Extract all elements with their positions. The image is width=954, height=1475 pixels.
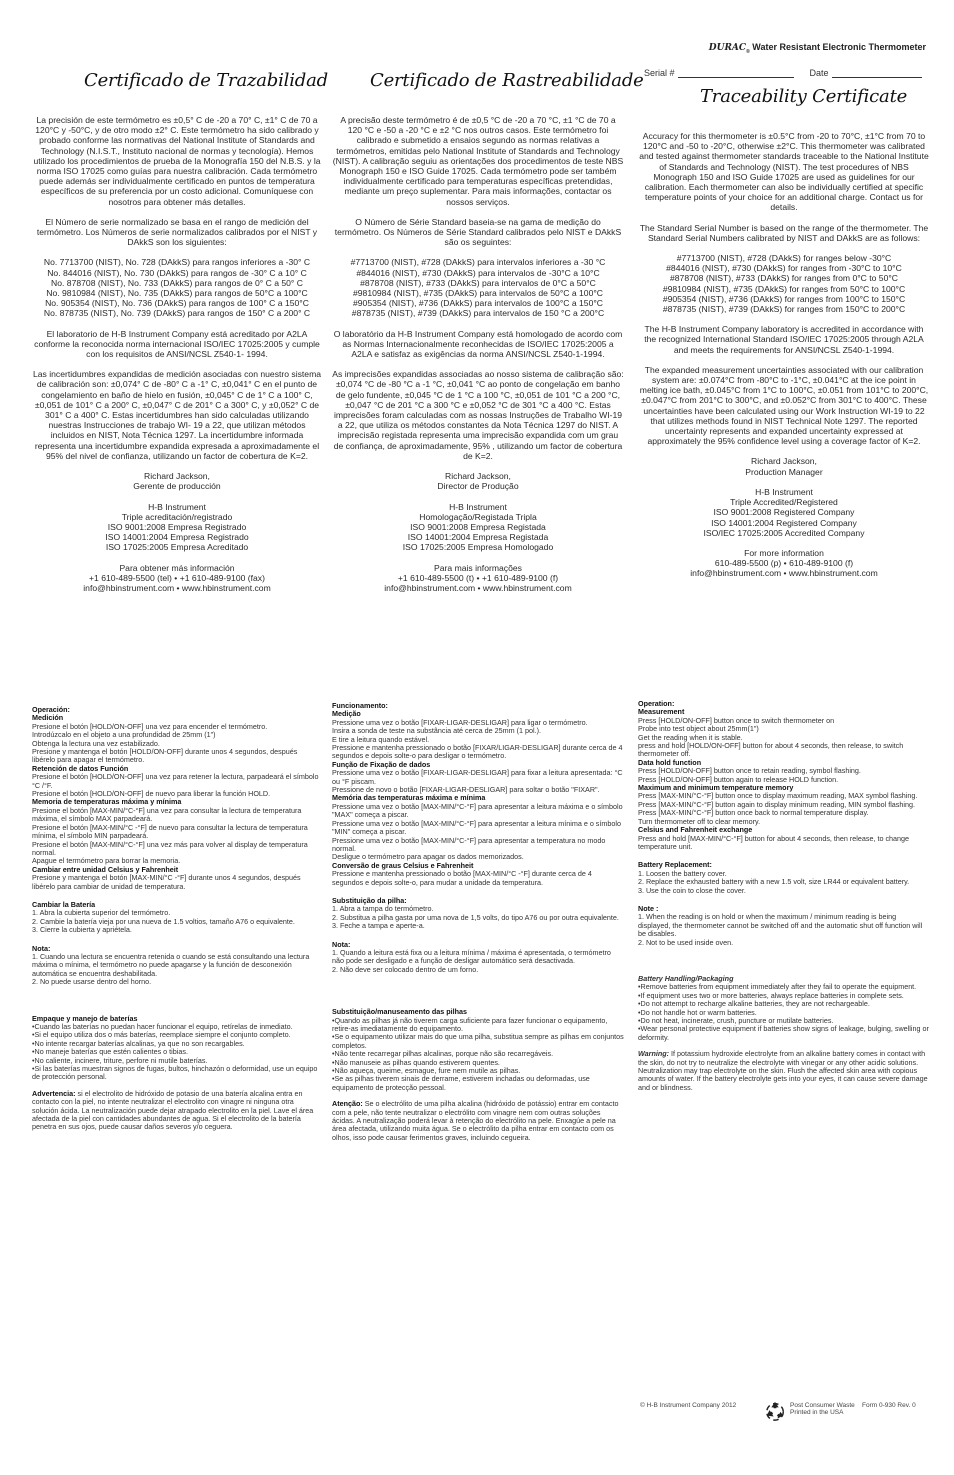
es-hold-text: Presione el botón [HOLD/ON-OFF] una vez para retener la lectura, parpadeará el símbolo °C /°F. Presione el botón [HOLD/ON-OFF] de nuevo para liberar la función HOLD.: [32, 772, 319, 799]
pt-measure-text: Pressione uma vez o botão [FIXAR-LIGAR-DESLIGAR] para ligar o termómetro. Insira a sonda de teste na substância até cerca de 25mm (1 pol.). E tire a leitura quando estável. Pressione e mantenha pressionado o botão [FIXAR/LIGAR-DESLIGAR] durante cerca de 4 segundos e depois solte-o para desligar o termómetro.: [332, 717, 623, 761]
es-unit-heading: Cambiar entre unidad Celsius y Fahrenheit: [32, 864, 179, 874]
es-uncertainty: Las incertidumbres expandidas de medición asociadas con nuestro sistema de calibración son: ±0,074° C de -80° C a -1° C, ±0,041° C en el punto de congelamiento en baño de hielo en fusión, ±0,045° C de 1° C a 100° C, ±0,051 de 101° C a 200° C, ±0,047° C de 201° C a 300° C, y ±0,052° C de 301° C a 400° C. Estas incertidumbres han sido calculadas utilizando nuestras Instrucciones de trabajo WI- 19 a 22, que utilizan métodos incluidos en NIST, Nota Técnica 1297. La incertidumbre informada representa una incertidumbre expandida expresada a aproximadamente el 95% del nivel de confianza, utilizando un factor de cobertura de K=2.: [32, 369, 322, 461]
pt-hold-text: Pressione uma vez o botão [FIXAR-LIGAR-DESLIGAR] para fixar a leitura apresentada: °C ou °F piscam. Pressione de novo o botão [FIXAR-LIGAR-DESLIGAR] para soltar o botão "FIXAR".: [332, 768, 623, 795]
pt-serial-intro: O Número de Série Standard baseia-se na gama de medição do termómetro. Os Números de Série Standard calibrados pelo NIST e DAkkS são os seguintes:: [334, 216, 622, 248]
portuguese-certificate: [332, 70, 644, 603]
es-warning-label: Advertencia:: [32, 1088, 76, 1098]
en-accuracy: Accuracy for this thermometer is ±0.5°C from -20 to 70°C, ±1°C from 70 to 120°C and -50 to -20°C, otherwise ±2°C. This thermometer was calibrated and tested against thermometer standards traceable to the National Institute of Standards and Technology (NIST). The test procedures of NBS Monograph 150 and ISO Guide 17025 are used as guidelines for our calibration. Each thermometer can also be individually certified at specific temperature points of your choice for an additional charge. Contact us for details.: [639, 131, 929, 213]
copyright: © H-B Instrument Company 2012: [640, 1402, 737, 1409]
serial-date-row: [644, 68, 930, 78]
portuguese-instructions: [332, 702, 624, 1142]
pt-warning-label: Atenção:: [332, 1099, 363, 1109]
es-company: H-B Instrument Triple acreditación/registrado ISO 9001:2008 Empresa Registrado ISO 14001:2004 Empresa Registrado ISO 17025:2005 Empresa Acreditado: [105, 501, 249, 553]
en-note-heading: Note :: [638, 903, 659, 913]
pt-battery-text: 1. Abra a tampa do termómetro. 2. Substitua a pilha gasta por uma nova de 1,5 volts, do tipo A76 ou por outra equivalente. 3. Feche a tampa e aperte-a.: [332, 904, 619, 931]
serial-label: Serial #: [644, 68, 675, 78]
es-battery-text: 1. Abra la cubierta superior del termómetro. 2. Cambie la batería vieja por una nueva de 1.5 voltios, tamaño A76 o equivalente. 3. Cierre la cubierta y apriétela.: [32, 908, 295, 935]
en-battery-text: 1. Loosen the battery cover. 2. Replace the exhausted battery with a new 1.5 volt, size LR44 or equivalent battery. 3. Use the coin to close the cover.: [638, 868, 910, 895]
english-instructions: [638, 700, 930, 1092]
pt-company: H-B Instrument Homologação/Registada Tripla ISO 9001:2008 Empresa Registada ISO 14001:2004 Empresa Registada ISO 17025:2005 Empresa Homologado: [402, 501, 554, 553]
es-note-text: 1. Cuando una lectura se encuentra retenida o cuando se está consultando una lectura máxima o mínima, el termómetro no puede apagarse y la función de desconexión automática se encuentra deshabilitada. 2. No puede usarse dentro del horno.: [32, 951, 310, 987]
en-measure-text: Press [HOLD/ON-OFF] button once to switch thermometer on Probe into test object about 25mm(1") Get the reading when it is stable. press and hold [HOLD/ON-OFF] button for about 4 seconds, then release, to switch thermometer off.: [638, 715, 904, 759]
en-warning: [638, 1050, 930, 1092]
en-serial-intro: The Standard Serial Number is based on the range of the thermometer. The Standard Serial Numbers calibrated by NIST and DAkkS are as follows:: [639, 222, 929, 243]
pt-warning-text: Se o electrólito de uma pilha alcalina (hidróxido de potássio) entrar em contacto com a pele, não tente neutralizar o electrólito com vinagre nem com outras soluções ácidas. A neutralização poderá levar à retenção do electrólito na pele. Enxagúe a pele na área afectada, utilizando muita água. Se o electrólito da pilha entrar em contacto com os olhos, isso pode causar ferimentos graves, incluindo cegueira.: [332, 1099, 619, 1142]
en-uncertainty: The expanded measurement uncertainties associated with our calibration system are: ±0.074°C from -80°C to -1°C, ±0.041°C at the ice point in melting ice bath, ±0.045°C from 1°C to 100°C, ±0.051 from 101°C to 200°C, ±0.047°C from 201°C to 300°C, and ±0.052°C from 301°C to 400°C. These uncertainties have been calculated using our Work Instruction WI-19 to 22 that utilizes methods found in NIST Technical Note 1297. The reported uncertainty represents and expanded uncertainty expressed at approximately the 95% confidence level using a coverage factor of K=2.: [639, 364, 929, 447]
spanish-certificate: [32, 70, 328, 603]
pt-memory-text: Pressione uma vez o botão [MAX-MIN/°C-°F] para apresentar a leitura máxima e o símbolo "MAX" começa a piscar. Pressione uma vez o botão [MAX-MIN/°C-°F] para apresentar a leitura mínima e o símbolo "MIN" começa a piscar. Pressione uma vez o botão [MAX-MIN/°C-°F] para apresentar a temperatura no modo normal. Desligue o termómetro para apagar os dados memorizados.: [332, 801, 623, 862]
pt-unit-text: Pressione e mantenha pressionado o botão [MAX-MIN/°C -°F] durante cerca de 4 segundos e depois solte-o, para mudar a unidade da temperatura.: [332, 869, 592, 887]
pt-memory-heading: Memória das temperaturas máxima e mínima: [332, 793, 486, 803]
es-hold-heading: Retención de datos Función: [32, 763, 129, 773]
es-warning: [32, 1090, 322, 1132]
en-warning-label: Warning:: [638, 1049, 670, 1059]
pt-measure-heading: Medição: [332, 709, 361, 719]
en-warning-text: If potassium hydroxide electrolyte from an alkaline battery comes in contact with the skin, do not try to neutralize the electrolyte with vinegar or any other acidic solutions. Neutralization may trap electrolyte on the skin. Flush the affected skin area with copious amounts of water. If the battery electrolyte gets into your eyes, it can cause severe damage and or blindness.: [638, 1049, 928, 1092]
es-signature: Richard Jackson, Gerente de producción: [133, 471, 221, 492]
es-serial-list: No. 7713700 (NIST), No. 728 (DAkkS) para rangos inferiores a -30° C No. 844016 (NIST), No. 730 (DAkkS) para rangos de -30° C a 10° C No. 878708 (NIST), No. 733 (DAkkS) para rangos de 0° C a 50° C No. 9810984 (NIST), No. 735 (DAkkS) para rangos de 50°C a 100°C No. 905354 (NIST), No. 736 (DAkkS) para rangos de 100° C a 150°C No. 878735 (NIST), No. 739 (DAkkS) para rangos de 150° C a 200° C: [43, 257, 311, 319]
pt-warning: [332, 1100, 624, 1142]
es-accuracy: La precisión de este termómetro es ±0,5° C de -20 a 70° C, ±1° C de 70 a 120°C y -50°C, y de otro modo ±2° C. Este termómetro ha sido calibrado y probado conforme las normativas del National Institute of Standards and Technology (N.I.S.T., Instituto nacional de normas y tecnología). Hemos utilizado los procedimientos de prueba de la Monografía 150 del N.B.S. y la norma ISO 17025 como guías para nuestra calibración. Cada termómetro puede además ser individualmente certificado en puntos de temperatura específicos de su preferencia por un costo adicional. Comuníquese con nosotros para obtener más detalles.: [33, 115, 321, 207]
es-measure-text: Presione el botón [HOLD/ON-OFF] una vez para encender el termómetro. Introdúzcalo en el objeto a una profundidad de 25mm (1") Obtenga la lectura una vez estabilizado. Presione y mantenga el botón [HOLD/ON-OFF] durante unos 4 segundos, después libérelo para apagar el termómetro.: [32, 721, 298, 765]
es-memory-text: Presione el botón [MAX-MIN/°C-°F] una vez para consultar la lectura de temperatura máxima, el símbolo MAX parpadeará. Presione el botón [MAX-MIN/°C -°F] de nuevo para consultar la lectura de temperatura mínima, el símbolo MIN parpadeará. Presione el botón [MAX-MIN/°C-°F] una vez más para volver al display de temperatura normal. Apague el termómetro para borrar la memoria.: [32, 805, 308, 866]
pt-note-text: 1. Quando a leitura está fixa ou a leitura mínima / máxima é apresentada, o termómetro não pode ser desligado e a função de desligar automático será desactivada. 2. Não deve ser colocado dentro de um forno.: [332, 947, 611, 974]
en-unit-text: Press and hold [MAX-MIN/°C-°F] button for about 4 seconds, then release, to change temperature unit.: [638, 833, 910, 851]
date-label: Date: [809, 68, 829, 78]
en-battery-heading: Battery Replacement:: [638, 860, 712, 870]
date-line[interactable]: [832, 68, 922, 78]
es-measure-heading: Medición: [32, 713, 64, 723]
portuguese-title: Certificado de Rastreabilidade: [370, 70, 644, 91]
en-serial-list: #7713700 (NIST), #728 (DAkkS) for ranges below -30°C #844016 (NIST), #730 (DAkkS) for ranges from -30°C to 10°C #878708 (NIST), #733 (DAkkS) for ranges from 0°C to 50°C #9810984 (NIST), #735 (DAkkS) for ranges from 50°C to 100°C #905354 (NIST), #736 (DAkkS) for ranges from 100°C to 150°C #878735 (NIST), #739 (DAkkS) for ranges from 150°C to 200°C: [662, 253, 906, 315]
product-header: $DURAC_®$ Water Resistant Electronic Thermometer: [708, 42, 926, 55]
pt-signature: Richard Jackson, Director de Produção: [437, 471, 519, 492]
es-serial-intro: El Número de serie normalizado se basa en el rango de medición del termómetro. Los Números de serie normalizados calibrados por el NIST y DAkkS son los siguientes:: [36, 216, 318, 248]
brand-logo: DURAC: [708, 43, 747, 53]
recycle-text-1: Post Consumer Waste: [790, 1402, 855, 1409]
recycle-text: [790, 1402, 855, 1416]
en-unit-heading: Celsius and Fahrenheit exchange: [638, 825, 753, 835]
es-battery-handling-heading: Empaque y manejo de baterías: [32, 1013, 138, 1023]
es-battery-heading: Cambiar la Batería: [32, 899, 96, 909]
pt-note-heading: Nota:: [332, 939, 351, 949]
pt-battery-handling-heading: Substituição/manuseamento das pilhas: [332, 1007, 467, 1017]
english-certificate: [638, 86, 930, 589]
spanish-instructions: [32, 706, 322, 1132]
en-hold-heading: Data hold function: [638, 757, 702, 767]
pt-battery-heading: Substituição da pilha:: [332, 895, 407, 905]
en-op-heading: Operation:: [638, 699, 675, 708]
en-contact: For more information 610-489-5500 (p) • 610-489-9100 (f) info@hbinstrument.com • www.hbinstrument.com: [690, 547, 878, 579]
en-hold-text: Press [HOLD/ON-OFF] button once to retain reading, symbol flashing. Press [HOLD/ON-OFF] button again to release HOLD function.: [638, 766, 861, 784]
pt-accuracy: A precisão deste termómetro é de ±0,5 °C de -20 a 70 °C, ±1 °C de 70 a 120 °C e -50 a -20 °C e ±2 °C nos outros casos. Este termómetro foi calibrado e submetido a ensaios segundo as normas relativas a termómetros, emitidas pelo National Institute of Standards and Technology (NIST). A calibração seguiu as orientações dos procedimentos de teste NBS Monograph 150 e ISO Guide 17025. Cada termómetro pode ser também individualmente certificado para temperaturas específicas pretendidas, mediante um preço suplementar. Para mais informações, contactar os nossos serviços.: [332, 115, 624, 207]
recycle-text-2: Printed in the USA: [790, 1409, 844, 1416]
en-company: H-B Instrument Triple Accredited/Registered ISO 9001:2008 Registered Company ISO 14001:2004 Registered Company ISO/IEC 17025:2005 Accredited Company: [703, 486, 865, 538]
en-note-text: 1. When the reading is on hold or when the maximum / minimum reading is being displayed, the thermometer cannot be switched off and the automatic shut off function will be disables. 2. Not to be used inside oven.: [638, 912, 923, 947]
es-memory-heading: Memoria de temperaturas máxima y mínima: [32, 797, 182, 807]
en-memory-heading: Maximum and minimum temperature memory: [638, 783, 794, 793]
es-note-heading: Nota:: [32, 943, 51, 953]
spanish-title: Certificado de Trazabilidad: [84, 70, 328, 91]
es-unit-text: Presione y mantenga el botón [MAX-MIN/°C -°F] durante unos 4 segundos, después libérelo para cambiar de unidad de temperatura.: [32, 873, 301, 891]
recycle-icon: [764, 1400, 786, 1422]
es-accreditation: El laboratorio de H-B Instrument Company está acreditado por A2LA conforme la reconocida norma internacional ISO/IEC 17025:2005 y cumple con los requisitos de ANSI/NCSL Z540-1- 1994.: [34, 328, 320, 360]
en-memory-text: Press [MAX-MIN/°C-°F] button once to display maximum reading, MAX symbol flashing. Press [MAX-MIN/°C-°F] button again to display minimum reading, MIN symbol flashing. Press [MAX-MIN/°C-°F] button once back to normal temperature display. Turn thermometer off to clear memory.: [638, 791, 918, 826]
serial-line[interactable]: [678, 68, 794, 78]
product-name: Water Resistant Electronic Thermometer: [752, 42, 926, 52]
english-title: Traceability Certificate: [700, 86, 908, 107]
en-measure-heading: Measurement: [638, 707, 685, 717]
es-warning-text: si el electrolito de hidróxido de potasio de una batería alcalina entra en contacto con la piel, no intente neutralizar el electrolito con vinagre ni ninguna otra solución ácida. La neutralización puede dejar atrapado electrolito en la piel. Lave el área afectada de la piel con cantidades abundantes de agua. Si el electrolito de la batería penetra en sus ojos, puede causar daños severos y/o ceguera.: [32, 1088, 314, 1132]
pt-serial-list: #7713700 (NIST), #728 (DAkkS) para intervalos inferiores a -30 °C #844016 (NIST), #730 (DAkkS) para intervalos de -30°C a 10°C #878708 (NIST), #733 (DAkkS) para intervalos de 0°C a 50°C #9810984 (NIST), #735 (DAkkS) para intervalos de 50°C a 100°C #905354 (NIST), #736 (DAkkS) para intervalos de 100°C a 150°C #878735 (NIST), #739 (DAkkS) para intervalos de 150 °C a 200°C: [350, 257, 606, 319]
pt-hold-heading: Função de Fixação de dados: [332, 759, 431, 769]
pt-contact: Para mais informações +1 610-489-5500 (t) • +1 610-489-9100 (f) info@hbinstrument.com • www.hbinstrument.com: [384, 562, 572, 593]
pt-unit-heading: Conversão de graus Celsius e Fahrenheit: [332, 860, 474, 870]
en-battery-handling-text: •Remove batteries from equipment immediately after they fail to operate the equipment. •If equipment uses two or more batteries, always replace batteries in complete sets. •Do not attempt to recharge alkaline batteries, they are not rechargeable. •Do not handle hot or warm batteries. •Do not heat, incinerate, crush, puncture or mutilate batteries. •Wear personal protective equipment if batteries show signs of leakage, bulging, swelling or deformity.: [638, 982, 929, 1042]
es-battery-handling-text: •Cuando las baterías no puedan hacer funcionar el equipo, retírelas de inmediato. •Si el equipo utiliza dos o más baterías, reemplace siempre el conjunto completo. •No intente recargar baterías alcalinas, ya que no son recargables. •No maneje baterías que estén calientes o tibias. •No caliente, incinere, triture, perfore ni mutile baterías. •Si las baterías muestran signos de fugas, bultos, hinchazón o deformidad, use un equipo de protección personal.: [32, 1022, 318, 1082]
en-signature: Richard Jackson, Production Manager: [745, 456, 823, 477]
pt-uncertainty: As imprecisões expandidas associadas ao nosso sistema de calibração são: ±0,074 °C de -80 °C a -1 °C, ±0,041 °C ao ponto de congelação em banho de gelo fundente, ±0,045 °C de 1 °C a 100 °C, ±0,051 de 101 °C a 200 °C, ±0,047 °C de 201 °C a 300 °C e ±0,052 °C de 301 °C a 400 °C. Estas imprecisões foram calculadas com as nossas Instruções de Trabalho WI-19 a 22, que utiliza os métodos constantes da Nota Técnica 1297 do NIST. A imprecisão registada representa uma imprecisão expandida com um grau de confiança, de aproximadamente, 95% , utilizando um factor de cobertura de K=2.: [332, 369, 624, 461]
es-contact: Para obtener más información +1 610-489-5500 (tel) • +1 610-489-9100 (fax) info@hbinstrument.com • www.hbinstrument.com: [83, 562, 271, 593]
form-number: Form 0-930 Rev. 0: [862, 1402, 916, 1409]
en-accreditation: The H-B Instrument Company laboratory is accredited in accordance with the recognized International Standard ISO/IEC 17025:2005 through A2LA and meets the requirements for ANSI/NCSL Z540-1-1994.: [644, 324, 924, 355]
es-op-heading: Operación:: [32, 705, 70, 714]
pt-op-heading: Funcionamento:: [332, 701, 388, 710]
pt-battery-handling-text: •Quando as pilhas já não tiverem carga suficiente para fazer funcionar o equipamento, retire-as imediatamente do equipamento. •Se o equipamento utilizar mais do que uma pilha, substitua sempre as pilhas em conjuntos completos. •Não tente recarregar pilhas alcalinas, porque não são recarregáveis. •Não manuseie as pilhas quando estiverem quentes. •Não aqueça, queime, esmague, fure nem mutile as pilhas. •Se as pilhas tiverem sinais de derrame, estiverem inchadas ou deformadas, use equipamento de protecção pessoal.: [332, 1015, 624, 1092]
en-battery-handling-heading: Battery Handling/Packaging: [638, 973, 734, 983]
pt-accreditation: O laboratório da H-B Instrument Company está homologado de acordo com as Normas Internacionalmente reconhecidas de ISO/IEC 17025:2005 a A2LA e satisfaz as exigências da norma ANSI/NCSL Z540-1-1994.: [333, 328, 623, 360]
